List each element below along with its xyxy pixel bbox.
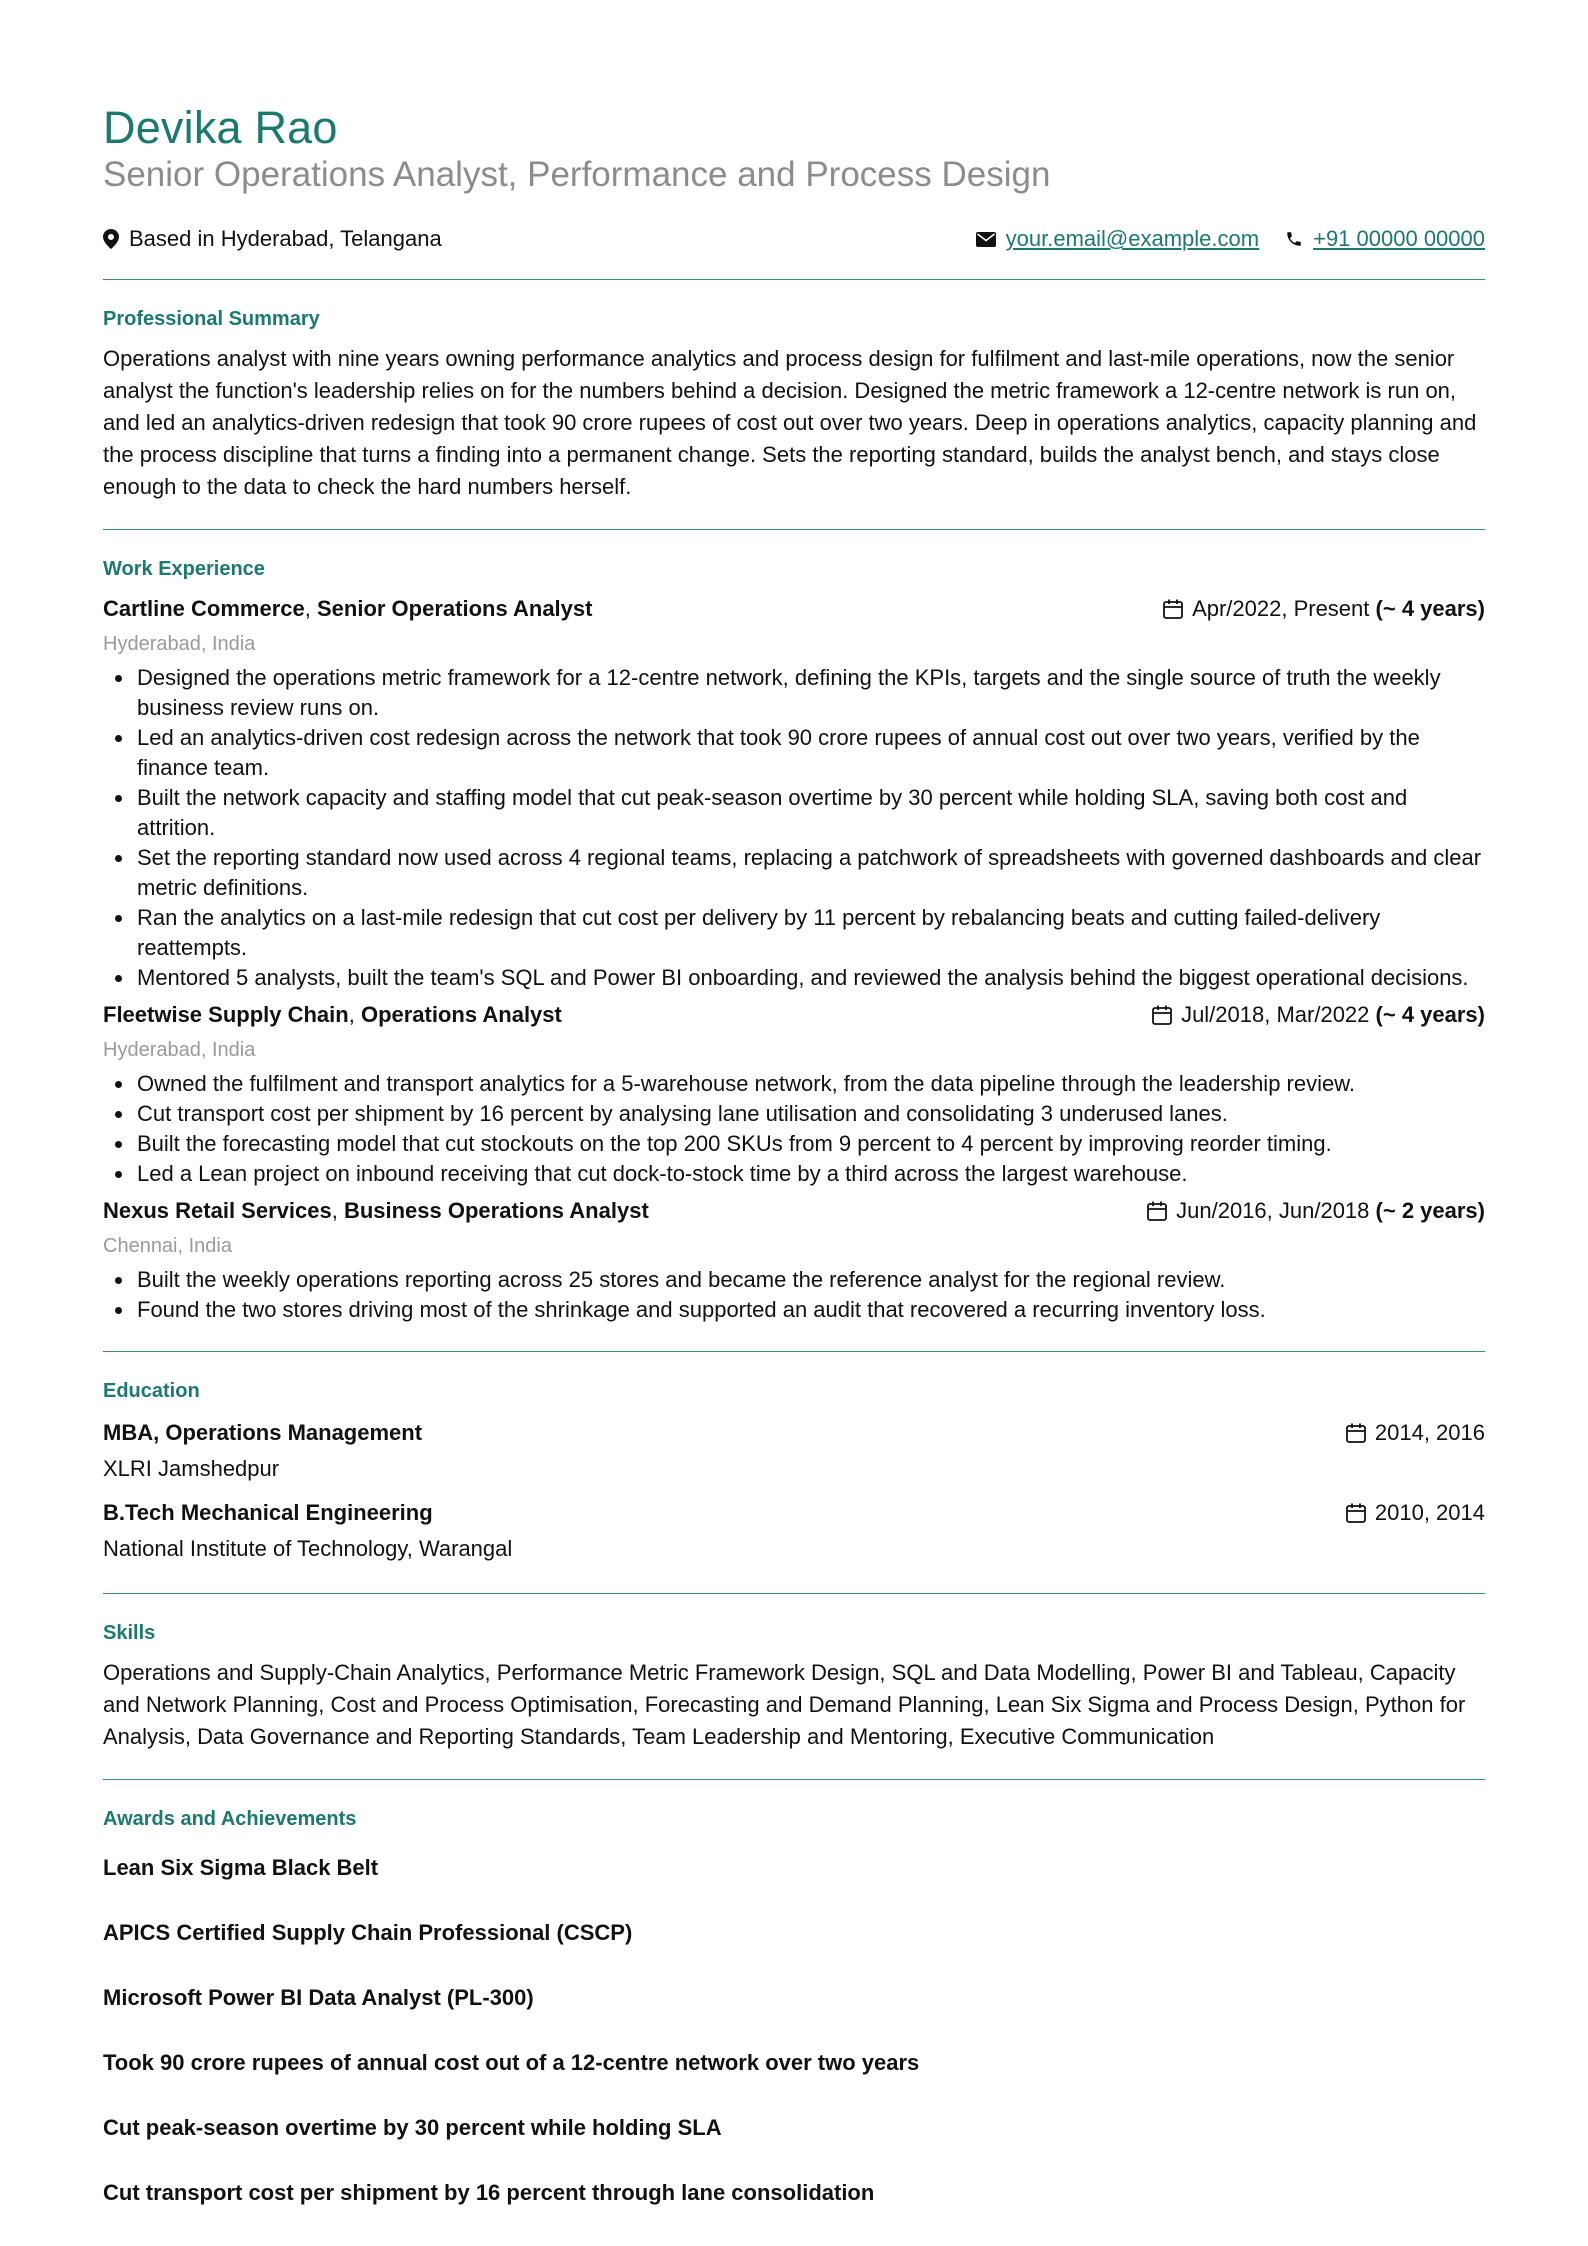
job-role: Operations Analyst [360, 1002, 562, 1027]
education-section [103, 1352, 1485, 1593]
list-item: Set the reporting standard now used across 4 regional teams, replacing a patchwork of spreadsheets with governed dashboards and clear metric definitions. [103, 843, 1485, 903]
education-dates: 2014, 2016 [1374, 1420, 1485, 1445]
list-item: Cut transport cost per shipment by 16 percent by analysing lane utilisation and consolidating 3 underused lanes. [103, 1099, 1485, 1129]
job-location: Chennai, India [103, 1235, 232, 1257]
education-school: XLRI Jamshedpur [103, 1456, 280, 1481]
phone-link[interactable]: +91 00000 00000 [1313, 226, 1485, 251]
education-entry [103, 1495, 1485, 1567]
calendar-icon [1345, 1422, 1367, 1444]
job-role: Senior Operations Analyst [316, 596, 593, 621]
awards-heading: Awards and Achievements [103, 1808, 357, 1830]
education-school: National Institute of Technology, Warangal [103, 1536, 513, 1561]
candidate-headline: Senior Operations Analyst, Performance and Process Design [103, 155, 1051, 194]
education-degree: B.Tech Mechanical Engineering [103, 1500, 433, 1525]
map-pin-icon [103, 229, 119, 249]
education-heading: Education [103, 1380, 200, 1402]
awards-list [103, 1853, 1485, 2208]
education-dates: 2010, 2014 [1374, 1500, 1485, 1525]
phone-icon [1285, 230, 1303, 248]
awards-section [103, 1780, 1485, 2234]
job-company: Cartline Commerce [103, 596, 305, 621]
skills-text: Operations and Supply-Chain Analytics, Performance Metric Framework Design, SQL and Data Modelling, Power BI and Tableau, Capacity and Network Planning, Cost and Process Optimisation, Forecasting and Demand Planning, Lean Six Sigma and Process Design, Python for Analysis, Data Governance and Reporting Standards, Team Leadership and Mentoring, Executive Communication [103, 1660, 1466, 1749]
job-bullets [103, 663, 1485, 993]
summary-heading: Professional Summary [103, 308, 320, 330]
education-entry [103, 1415, 1485, 1487]
location-text: Based in Hyderabad, Telangana [129, 226, 442, 251]
location-item [103, 226, 442, 252]
job-dates: Jul/2018, Mar/2022 [1181, 1002, 1370, 1027]
award-item: Took 90 crore rupees of annual cost out of a 12-centre network over two years [103, 2050, 920, 2075]
award-item: APICS Certified Supply Chain Professional (CSCP) [103, 1920, 633, 1945]
list-item: Built the forecasting model that cut stockouts on the top 200 SKUs from 9 percent to 4 percent by improving reorder timing. [103, 1129, 1485, 1159]
calendar-icon [1151, 1004, 1173, 1026]
list-item: Led an analytics-driven cost redesign across the network that took 90 crore rupees of annual cost out over two years, verified by the finance team. [103, 723, 1485, 783]
job-dates: Apr/2022, Present [1192, 596, 1370, 621]
award-item: Microsoft Power BI Data Analyst (PL-300) [103, 1985, 534, 2010]
job-entry: Nexus Retail Services, Business Operations Analyst Jun/2016, Jun/2018 (~ 2 years) Chennai, India Built the weekly operations reporting across 25 stores and became the reference analyst for the regional review. Found the two stores driving most of the shrinkage and supported an audit that recovered a recurring inventory loss. [103, 1195, 1485, 1325]
job-entry: Cartline Commerce, Senior Operations Analyst Apr/2022, Present (~ 4 years) Hyderabad, India Designed the operations metric framework for a 12-centre network, defining the KPIs, targets and the single source of truth the weekly business review runs on. Led an analytics-driven cost redesign across the network that took 90 crore rupees of annual cost out over two years, verified by the finance team. Built the network capacity and staffing model that cut peak-season overtime by 30 percent while holding SLA, saving both cost and attrition. Set the reporting standard now used across 4 regional teams, replacing a patchwork of spreadsheets with governed dashboards and clear metric definitions. Ran the analytics on a last-mile redesign that cut cost per delivery by 11 percent by rebalancing beats and cutting failed-delivery reattempts. Mentored 5 analysts, built the team's SQL and Power BI onboarding, and reviewed the analysis behind the biggest operational decisions. [103, 593, 1485, 993]
award-item: Cut transport cost per shipment by 16 percent through lane consolidation [103, 2180, 875, 2205]
job-role: Business Operations Analyst [343, 1198, 649, 1223]
job-duration: (~ 2 years) [1375, 1198, 1485, 1223]
job-entry: Fleetwise Supply Chain, Operations Analyst Jul/2018, Mar/2022 (~ 4 years) Hyderabad, India Owned the fulfilment and transport analytics for a 5-warehouse network, from the data pipeline through the leadership review. Cut transport cost per shipment by 16 percent by analysing lane utilisation and consolidating 3 underused lanes. Built the forecasting model that cut stockouts on the top 200 SKUs from 9 percent to 4 percent by improving reorder timing. Led a Lean project on inbound receiving that cut dock-to-stock time by a third across the largest warehouse. [103, 999, 1485, 1189]
skills-section [103, 1594, 1485, 1779]
list-item: Mentored 5 analysts, built the team's SQL and Power BI onboarding, and reviewed the analysis behind the biggest operational decisions. [103, 963, 1485, 993]
summary-text: Operations analyst with nine years owning performance analytics and process design for fulfilment and last-mile operations, now the senior analyst the function's leadership relies on for the numbers behind a decision. Designed the metric framework a 12-centre network is run on, and led an analytics-driven redesign that took 90 crore rupees of cost out over two years. Deep in operations analytics, capacity planning and the process discipline that turns a finding into a permanent change. Sets the reporting standard, builds the analyst bench, and stays close enough to the data to check the hard numbers herself. [103, 346, 1477, 499]
list-item: Found the two stores driving most of the shrinkage and supported an audit that recovered a recurring inventory loss. [103, 1295, 1485, 1325]
email-link[interactable]: your.email@example.com [1005, 226, 1260, 251]
award-item: Lean Six Sigma Black Belt [103, 1855, 379, 1880]
list-item: Owned the fulfilment and transport analytics for a 5-warehouse network, from the data pipeline through the leadership review. [103, 1069, 1485, 1099]
list-item: Ran the analytics on a last-mile redesign that cut cost per delivery by 11 percent by rebalancing beats and cutting failed-delivery reattempts. [103, 903, 1485, 963]
experience-section [103, 530, 1485, 1351]
skills-heading: Skills [103, 1622, 156, 1644]
summary-section [103, 280, 1485, 529]
job-bullets [103, 1265, 1485, 1325]
list-item: Led a Lean project on inbound receiving that cut dock-to-stock time by a third across the largest warehouse. [103, 1159, 1485, 1189]
calendar-icon [1162, 598, 1184, 620]
job-company: Fleetwise Supply Chain [103, 1002, 349, 1027]
phone-item[interactable] [1285, 226, 1485, 252]
calendar-icon [1146, 1200, 1168, 1222]
job-duration: (~ 4 years) [1375, 1002, 1485, 1027]
award-item: Cut peak-season overtime by 30 percent while holding SLA [103, 2115, 722, 2140]
contact-row [103, 225, 1485, 253]
email-item[interactable] [976, 226, 1259, 252]
job-company: Nexus Retail Services [103, 1198, 332, 1223]
job-dates: Jun/2016, Jun/2018 [1176, 1198, 1370, 1223]
list-item: Built the network capacity and staffing model that cut peak-season overtime by 30 percent while holding SLA, saving both cost and attrition. [103, 783, 1485, 843]
job-bullets [103, 1069, 1485, 1189]
education-degree: MBA, Operations Management [103, 1420, 423, 1445]
list-item: Designed the operations metric framework for a 12-centre network, defining the KPIs, targets and the single source of truth the weekly business review runs on. [103, 663, 1485, 723]
experience-heading: Work Experience [103, 558, 265, 580]
calendar-icon [1345, 1502, 1367, 1524]
job-location: Hyderabad, India [103, 1039, 256, 1061]
job-location: Hyderabad, India [103, 633, 256, 655]
list-item: Built the weekly operations reporting across 25 stores and became the reference analyst for the regional review. [103, 1265, 1485, 1295]
job-duration: (~ 4 years) [1375, 596, 1485, 621]
envelope-icon [976, 232, 996, 247]
candidate-name: Devika Rao [103, 102, 338, 153]
